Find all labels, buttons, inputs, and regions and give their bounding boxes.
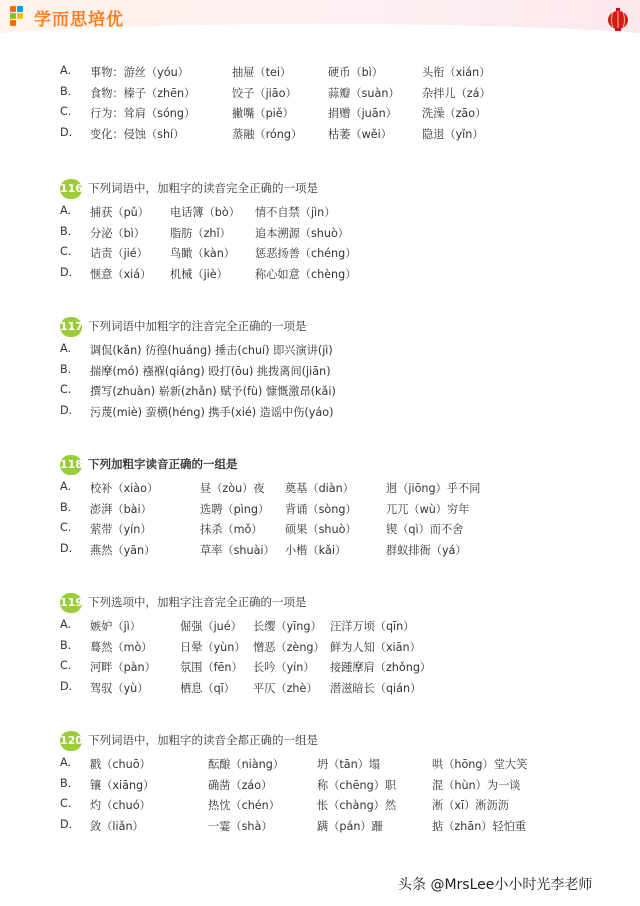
option-row: [60, 794, 620, 815]
option-row: [60, 498, 620, 519]
option-term: 电话簿（bò）: [170, 206, 240, 219]
option-term: 灼（chuó）: [90, 799, 151, 813]
option-term: 哄（hōng）堂大笑: [432, 758, 528, 771]
question-116: [60, 179, 620, 284]
option-row: [60, 263, 620, 284]
question-header: [60, 731, 620, 753]
intro-options: [60, 61, 620, 144]
option-term: 潜滋暗长（qián）: [330, 682, 422, 696]
option-term: 捐赠（juān）: [328, 107, 397, 121]
option-term: 蒸融（róng）: [232, 128, 303, 142]
option-term: 校补（xiào）: [90, 482, 159, 495]
option-term: 兀兀（wù）穷年: [386, 502, 470, 516]
option-term: 掂（zhān）轻怕重: [432, 820, 527, 834]
option-term: 燕然（yān）: [90, 544, 156, 558]
option-term: 迥（jiōng）乎不同: [386, 482, 481, 495]
option-term: 萦带（yín）: [90, 523, 152, 537]
option-term: 抽屉（tei）: [232, 66, 292, 79]
question-title: 下列选项中，加粗字注音完全正确的一项是: [88, 595, 307, 609]
option-row: [60, 222, 620, 243]
option-letter: A.: [60, 204, 72, 217]
option-letter: D.: [60, 818, 73, 832]
option-letter: C.: [60, 245, 72, 259]
option-term: 杂拌儿（zá）: [422, 86, 491, 100]
brand-logo-icon: [10, 6, 30, 26]
question-header: [60, 317, 620, 339]
option-term: 澎湃（bài）: [90, 502, 152, 516]
option-term: 长缨（yīng）: [253, 620, 322, 633]
option-letter: A.: [60, 756, 72, 769]
option-term: 撰写(zhuàn) 崭新(zhǎn) 赋予(fù) 慷慨激昂(kǎi): [90, 385, 336, 399]
option-term: 撇嘴（piě）: [232, 107, 294, 121]
question-number-badge: 117: [60, 317, 82, 337]
option-letter: A.: [60, 618, 72, 631]
option-term: 污蔑(miè) 蛮横(héng) 携手(xié) 造谣中伤(yáo): [90, 406, 334, 420]
question-header: [60, 593, 620, 615]
option-term: 坍（tān）塌: [317, 758, 381, 771]
option-row: [60, 401, 620, 422]
question-120: [60, 731, 620, 836]
page-header: [0, 0, 640, 44]
question-header: [60, 179, 620, 201]
option-term: 诘责（jié）: [90, 247, 148, 261]
option-term: 蒜瓣（suàn）: [328, 86, 400, 100]
option-term: 确凿（záo）: [208, 778, 273, 792]
option-term: 洗澡（zāo）: [422, 107, 487, 121]
option-term: 隐退（yǐn）: [422, 128, 484, 142]
option-term: 接踵摩肩（zhǒng）: [330, 661, 432, 675]
option-row: [60, 815, 620, 836]
option-term: 氛围（fēn）: [180, 661, 243, 675]
option-term: 事物：游丝（yóu）: [90, 66, 189, 79]
option-term: 追本溯源（shuò）: [255, 226, 349, 240]
option-letter: D.: [60, 680, 73, 694]
option-term: 选聘（pìng）: [200, 502, 270, 516]
option-term: 蹒（pán）跚: [317, 820, 383, 834]
option-term: 惬意（xiá）: [90, 268, 152, 282]
option-row: [60, 242, 620, 263]
brand-name: 学而思培优: [34, 10, 124, 30]
question-number-badge: 118: [60, 455, 82, 475]
option-letter: B.: [60, 500, 72, 514]
option-row: [60, 339, 620, 360]
option-term: 捕获（pǔ）: [90, 206, 149, 219]
option-term: 变化：侵蚀（shí）: [90, 128, 185, 142]
option-term: 淅（xī）淅沥沥: [432, 799, 509, 813]
option-term: 调侃(kǎn) 彷徨(huáng) 捶击(chuí) 即兴演讲(jì): [90, 344, 333, 357]
option-term: 热忱（chén）: [208, 799, 280, 813]
option-row: [60, 123, 620, 144]
question-number-badge: 119: [60, 593, 82, 613]
option-row: [60, 615, 620, 636]
option-term: 草率（shuài）: [200, 544, 275, 558]
option-term: 行为：耸肩（sóng）: [90, 107, 196, 121]
option-row: [60, 753, 620, 774]
option-letter: B.: [60, 84, 72, 98]
option-term: 分泌（bì）: [90, 226, 145, 240]
option-term: 怅（chàng）然: [317, 799, 397, 813]
option-term: 日晕（yùn）: [180, 640, 246, 654]
option-term: 长吟（yín）: [253, 661, 315, 675]
question-header: [60, 455, 620, 477]
option-term: 枯萎（wěi）: [328, 128, 392, 142]
option-term: 驾驭（yù）: [90, 682, 149, 696]
question-title: 下列词语中加粗字的注音完全正确的一项是: [88, 319, 307, 333]
option-row: [60, 636, 620, 657]
option-term: 硬币（bì）: [328, 66, 383, 79]
option-term: 一霎（shà）: [208, 820, 273, 834]
lantern-icon: [607, 8, 629, 30]
option-term: 奠基（diàn）: [285, 482, 354, 495]
option-letter: A.: [60, 342, 72, 355]
header-curve: [0, 24, 640, 64]
option-letter: C.: [60, 383, 72, 397]
option-term: 称（chēng）职: [317, 778, 397, 792]
option-row: [60, 656, 620, 677]
option-term: 头衔（xián）: [422, 66, 491, 79]
option-term: 揣摩(mó) 襁褓(qiáng) 殴打(ōu) 挑拨离间(jiān): [90, 364, 331, 378]
option-term: 嫉妒（jì）: [90, 620, 141, 633]
question-117: [60, 317, 620, 422]
option-term: 酝酿（niàng）: [208, 758, 284, 771]
option-letter: D.: [60, 404, 73, 418]
question-118: [60, 455, 620, 560]
option-letter: B.: [60, 638, 72, 652]
option-term: 平仄（zhè）: [253, 682, 318, 696]
option-row: [60, 774, 620, 795]
option-term: 饺子（jiāo）: [232, 86, 297, 100]
option-row: [60, 201, 620, 222]
option-term: 机械（jiè）: [170, 268, 228, 282]
option-row: [60, 82, 620, 103]
option-term: 憎恶（zèng）: [253, 640, 325, 654]
option-row: [60, 360, 620, 381]
option-term: 称心如意（chèng）: [255, 268, 357, 282]
option-term: 硕果（shuò）: [285, 523, 357, 537]
option-term: 情不自禁（jìn）: [255, 206, 336, 219]
option-term: 汪洋万顷（qīn）: [330, 620, 415, 633]
option-letter: C.: [60, 105, 72, 119]
question-number-badge: 116: [60, 179, 82, 199]
option-term: 镶（xiāng）: [90, 778, 155, 792]
watermark-footer: 头条 @MrsLee小小时光李老师: [398, 877, 593, 893]
option-letter: D.: [60, 266, 73, 280]
option-letter: C.: [60, 659, 72, 673]
option-letter: B.: [60, 224, 72, 238]
option-letter: B.: [60, 362, 72, 376]
option-term: 群蚁排衙（yá）: [386, 544, 467, 558]
option-letter: B.: [60, 776, 72, 790]
option-letter: D.: [60, 542, 73, 556]
option-letter: A.: [60, 480, 72, 493]
question-title: 下列加粗字读音正确的一组是: [88, 457, 238, 471]
question-title: 下列词语中，加粗字的读音完全正确的一项是: [88, 181, 318, 195]
option-term: 背诵（sòng）: [285, 502, 357, 516]
option-term: 锲（qì）而不舍: [386, 523, 464, 537]
question-number-badge: 120: [60, 731, 82, 751]
option-term: 戳（chuō）: [90, 758, 151, 771]
option-letter: D.: [60, 126, 73, 140]
option-letter: C.: [60, 521, 72, 535]
option-term: 脂肪（zhǐ）: [170, 226, 231, 240]
question-119: [60, 593, 620, 698]
option-term: 敛（liǎn）: [90, 820, 144, 834]
option-term: 鸟瞰（kàn）: [170, 247, 235, 261]
option-term: 河畔（pàn）: [90, 661, 156, 675]
option-term: 鲜为人知（xiān）: [330, 640, 421, 654]
option-term: 食物：榛子（zhēn）: [90, 86, 196, 100]
option-term: 抹杀（mǒ）: [200, 523, 263, 537]
option-letter: A.: [60, 64, 72, 77]
option-row: [60, 61, 620, 82]
option-row: [60, 102, 620, 123]
option-term: 倔强（jué）: [180, 620, 242, 633]
option-term: 小楷（kǎi）: [285, 544, 347, 558]
option-row: [60, 518, 620, 539]
option-term: 昼（zòu）夜: [200, 482, 265, 495]
question-title: 下列词语中，加粗字的读音全都正确的一组是: [88, 733, 318, 747]
option-row: [60, 380, 620, 401]
option-row: [60, 539, 620, 560]
option-term: 栖息（qī）: [180, 682, 235, 696]
option-letter: C.: [60, 797, 72, 811]
option-term: 惩恶扬善（chéng）: [255, 247, 357, 261]
option-term: 混（hùn）为一谈: [432, 778, 521, 792]
option-term: 蓦然（mò）: [90, 640, 153, 654]
option-row: [60, 477, 620, 498]
option-row: [60, 677, 620, 698]
